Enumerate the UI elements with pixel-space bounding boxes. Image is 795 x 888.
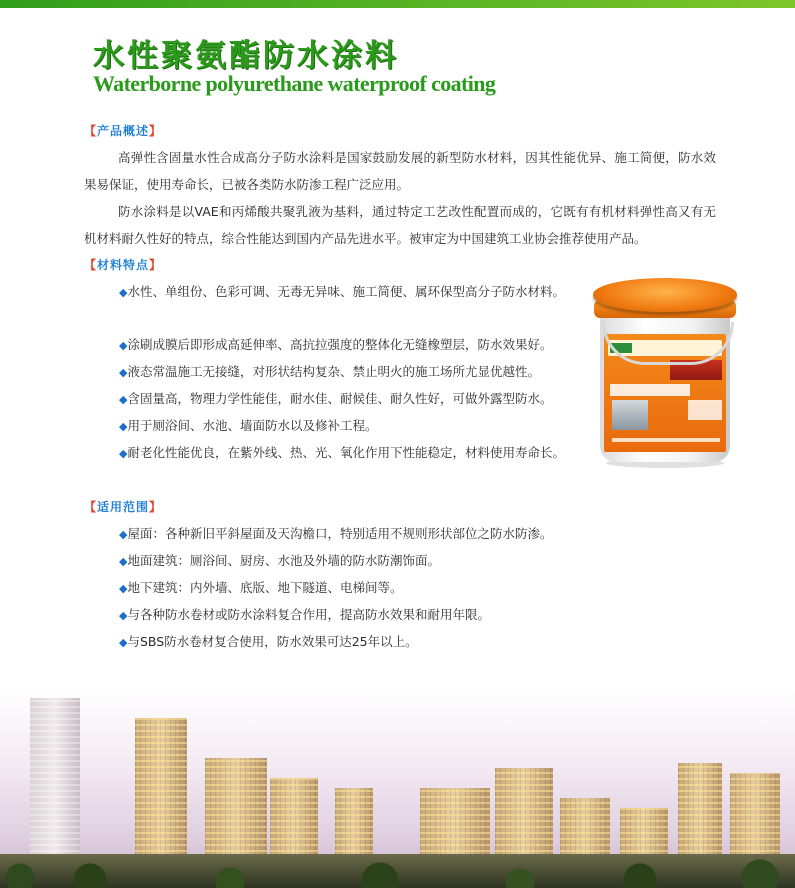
bracket-close: 】 [149,124,163,138]
application-item: ◆屋面：各种新旧平斜屋面及天沟檐口，特别适用不规则形状部位之防水防渗。 [119,526,553,541]
diamond-bullet-icon: ◆ [119,366,128,379]
diamond-bullet-icon: ◆ [119,447,128,460]
diamond-bullet-icon: ◆ [119,528,128,541]
bracket-open: 【 [84,258,98,272]
bracket-close: 】 [149,258,163,272]
product-bucket-image [588,270,742,470]
feature-item: ◆耐老化性能优良，在紫外线、热、光、氧化作用下性能稳定，材料使用寿命长。 [119,445,565,460]
feature-item: ◆含固量高，物理力学性能佳，耐水佳、耐候佳、耐久性好，可做外露型防水。 [119,391,553,406]
page-title-english: Waterborne polyurethane waterproof coating [93,71,496,96]
page-title-chinese: 水性聚氨酯防水涂料 [93,38,399,74]
diamond-bullet-icon: ◆ [119,636,128,649]
feature-item: ◆涂刷成膜后即形成高延伸率、高抗拉强度的整体化无缝橡塑层，防水效果好。 [119,337,553,352]
bracket-open: 【 [84,124,98,138]
top-accent-bar [0,0,795,8]
application-item: ◆与各种防水卷材或防水涂料复合作用，提高防水效果和耐用年限。 [119,607,490,622]
diamond-bullet-icon: ◆ [119,393,128,406]
feature-item: ◆液态常温施工无接缝，对形状结构复杂、禁止明火的施工场所尤显优越性。 [119,364,540,379]
diamond-bullet-icon: ◆ [119,339,128,352]
bracket-close: 】 [149,500,163,514]
diamond-bullet-icon: ◆ [119,286,128,299]
overview-paragraph-1: 高弹性含固量水性合成高分子防水涂料是国家鼓励发展的新型防水材料，因其性能优异、施工简便，防水效果易保证，使用寿命长，已被各类防水防渗工程广泛应用。 [84,150,716,192]
section-heading-text: 材料特点 [97,258,150,272]
application-item: ◆与SBS防水卷材复合使用，防水效果可达25年以上。 [119,634,418,649]
bucket-lid [593,278,737,312]
section-heading-applications [84,498,162,515]
section-heading-text: 产品概述 [97,124,150,138]
diamond-bullet-icon: ◆ [119,420,128,433]
city-skyline-image [0,690,795,888]
section-heading-features [84,256,162,273]
section-heading-overview [84,122,162,139]
diamond-bullet-icon: ◆ [119,582,128,595]
skyline-trees [0,848,795,888]
diamond-bullet-icon: ◆ [119,555,128,568]
feature-item: ◆用于厕浴间、水池、墙面防水以及修补工程。 [119,418,378,433]
section-heading-text: 适用范围 [97,500,150,514]
application-item: ◆地面建筑：厕浴间、厨房、水池及外墙的防水防潮饰面。 [119,553,440,568]
bracket-open: 【 [84,500,98,514]
application-item: ◆地下建筑：内外墙、底版、地下隧道、电梯间等。 [119,580,403,595]
overview-paragraph-2: 防水涂料是以VAE和丙烯酸共聚乳液为基料，通过特定工艺改性配置而成的，它既有有机材料弹性高又有无机材料耐久性好的特点，综合性能达到国内产品先进水平。被审定为中国建筑工业协会推荐使用产品。 [84,204,716,246]
diamond-bullet-icon: ◆ [119,609,128,622]
feature-item: ◆水性、单组份、色彩可调、无毒无异味、施工简便、属环保型高分子防水材料。 [119,284,565,299]
